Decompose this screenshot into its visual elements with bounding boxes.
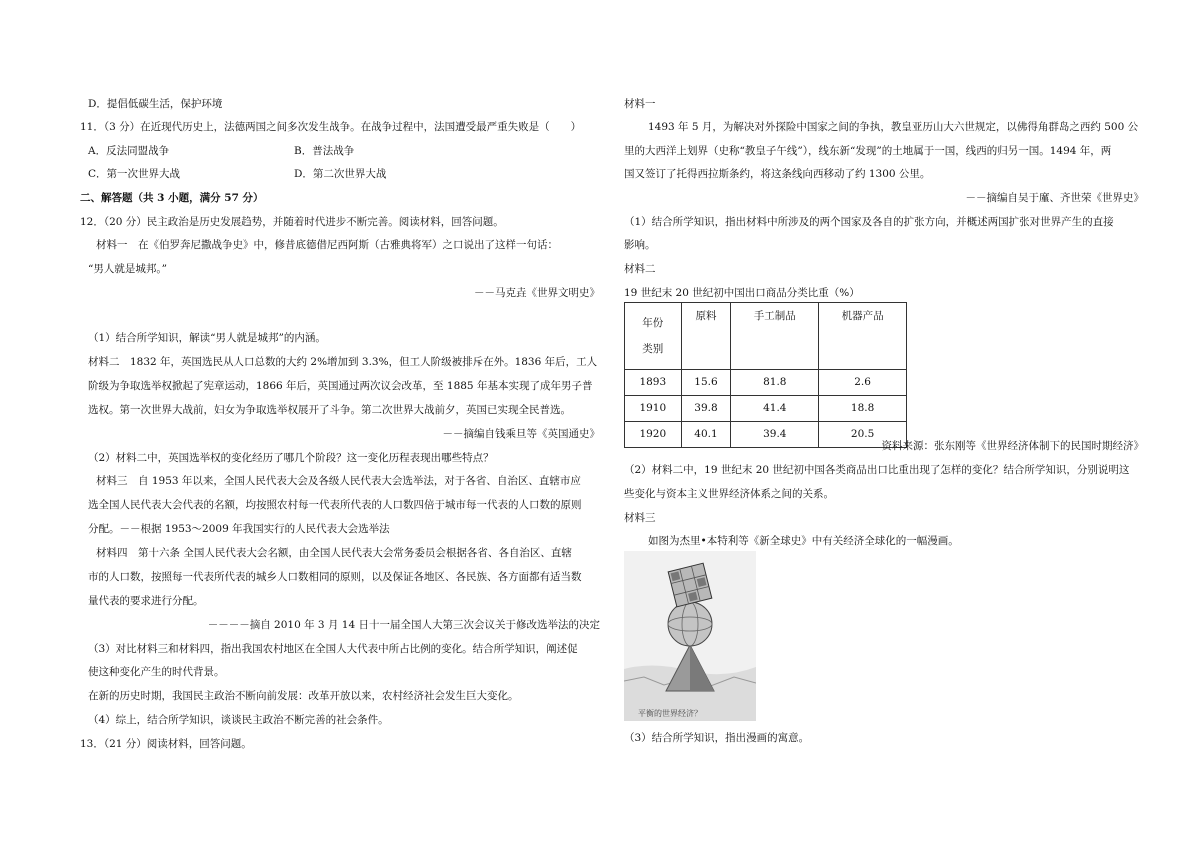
q12-sub-3-line-1: （3）对比材料三和材料四，指出我国农村地区在全国人大代表中所占比例的变化。结合所学知识，阐述促 xyxy=(88,643,578,655)
q12-material-4-line-3: 量代表的要求进行分配。 xyxy=(88,595,204,607)
q12-material-1-source: －－马克垚《世界文明史》 xyxy=(474,287,600,299)
option-a-q11: A．反法同盟战争 xyxy=(88,145,170,157)
row-year: 1893 xyxy=(625,370,682,396)
cartoon-caption: 平衡的世界经济？ xyxy=(638,709,702,718)
table-row xyxy=(625,370,907,396)
q12-material-1: 材料一 在《伯罗奔尼撒战争史》中，修昔底德借尼西阿斯（古雅典将军）之口说出了这样一句话： xyxy=(96,239,558,251)
column-header-raw: 原料 xyxy=(681,303,731,370)
q12-sub-3-line-2: 使这种变化产生的时代背景。 xyxy=(88,666,225,678)
cell-value: 40.1 xyxy=(681,422,731,448)
cell-value: 39.4 xyxy=(731,422,819,448)
q12-material-3-line-3: 分配。－－根据 1953～2009 年我国实行的人民代表大会选举法 xyxy=(88,523,390,535)
q13-material-2-label: 材料二 xyxy=(624,263,656,275)
q12-sub-4: （4）综上，结合所学知识，谈谈民主政治不断完善的社会条件。 xyxy=(88,714,389,726)
cell-value: 20.5 xyxy=(819,422,907,448)
q13-material-1-line-3: 国又签订了托得西拉斯条约，将这条线向西移动了约 1300 公里。 xyxy=(624,168,931,180)
q13-material-1-source: －－摘编自吴于廑、齐世荣《世界史》 xyxy=(965,192,1144,204)
table-row xyxy=(625,396,907,422)
q12-transition: 在新的历史时期，我国民主政治不断向前发展：改革开放以来，农村经济社会发生巨大变化。 xyxy=(88,690,519,702)
q12-material-4-line-1: 材料四 第十六条 全国人民代表大会名额，由全国人民代表大会常务委员会根据各省、各自治区、直辖 xyxy=(96,547,572,559)
export-share-table xyxy=(624,302,907,448)
q12-material-3-line-1: 材料三 自 1953 年以来，全国人民代表大会及各级人民代表大会选举法，对于各省、自治区、直辖市应 xyxy=(96,475,581,487)
option-d-q11: D．第二次世界大战 xyxy=(294,168,387,180)
cell-value: 81.8 xyxy=(731,370,819,396)
q12-material-4-source: －－－－摘自 2010 年 3 月 14 日十一届全国人大第三次会议关于修改选举法的决定 xyxy=(207,619,600,631)
q12-material-2-line-3: 选权。第一次世界大战前，妇女为争取选举权展开了斗争。第二次世界大战前夕，英国已实现全民普选。 xyxy=(88,404,571,416)
cartoon-drawing xyxy=(624,551,756,721)
cell-value: 2.6 xyxy=(819,370,907,396)
section-heading: 二、解答题（共 3 小题，满分 57 分） xyxy=(80,192,264,204)
row-year: 1910 xyxy=(625,396,682,422)
question-13: 13．（21 分）阅读材料，回答问题。 xyxy=(80,738,252,750)
q12-material-4-line-2: 市的人口数，按照每一代表所代表的城乡人口数相同的原则，以及保证各地区、各民族、各方面都有适当数 xyxy=(88,571,582,583)
option-d-q10: D．提倡低碳生活，保护环境 xyxy=(88,98,223,110)
table-source: 资料来源：张东刚等《世界经济体制下的民国时期经济》 xyxy=(881,440,1144,452)
option-b-q11: B．普法战争 xyxy=(294,145,355,157)
q12-material-2-source: －－摘编自钱乘旦等《英国通史》 xyxy=(442,428,600,440)
row-year: 1920 xyxy=(625,422,682,448)
cell-value: 41.4 xyxy=(731,396,819,422)
header-category: 类别 xyxy=(642,343,664,355)
q13-material-1-label: 材料一 xyxy=(624,98,656,110)
question-11: 11．（3 分）在近现代历史上，法德两国之间多次发生战争。在战争过程中，法国遭受最严重失败是（ ） xyxy=(80,121,582,133)
table-corner-cell xyxy=(625,303,682,370)
table-header-row xyxy=(625,303,907,370)
q13-sub-2-line-2: 些变化与资本主义世界经济体系之间的关系。 xyxy=(624,488,834,500)
q12-material-1-quote: “男人就是城邦。” xyxy=(88,263,167,275)
option-c-q11: C．第一次世界大战 xyxy=(88,168,181,180)
cell-value: 15.6 xyxy=(681,370,731,396)
header-year: 年份 xyxy=(642,316,664,329)
cell-value: 39.8 xyxy=(681,396,731,422)
table-row xyxy=(625,422,907,448)
column-header-handicraft: 手工制品 xyxy=(731,303,819,370)
q12-sub-1: （1）结合所学知识，解读“男人就是城邦”的内涵。 xyxy=(88,332,326,344)
q13-material-3-line-1: 如图为杰里•本特利等《新全球史》中有关经济全球化的一幅漫画。 xyxy=(648,535,959,547)
q12-material-3-line-2: 选全国人民代表大会代表的名额，均按照农村每一代表所代表的人口数四倍于城市每一代表的人口数的原则 xyxy=(88,499,582,511)
q13-material-1-line-1: 1493 年 5 月，为解决对外探险中国家之间的争执，教皇亚历山大六世规定，以佛得角群岛之西约 500 公 xyxy=(648,121,1139,133)
q13-sub-2-line-1: （2）材料二中，19 世纪末 20 世纪初中国各类商品出口比重出现了怎样的变化？结合所学知识，分别说明这 xyxy=(624,464,1130,476)
table-title: 19 世纪末 20 世纪初中国出口商品分类比重（%） xyxy=(624,287,860,299)
globalization-cartoon xyxy=(624,551,756,721)
q13-sub-1-line-1: （1）结合所学知识，指出材料中所涉及的两个国家及各自的扩张方向，并概述两国扩张对世界产生的直接 xyxy=(624,216,1114,228)
q13-sub-1-line-2: 影响。 xyxy=(624,239,656,251)
cell-value: 18.8 xyxy=(819,396,907,422)
q13-sub-3: （3）结合所学知识，指出漫画的寓意。 xyxy=(624,732,810,744)
q12-material-2-line-2: 阶级为争取选举权掀起了宪章运动，1866 年后，英国通过两次议会改革，至 1885 年基本实现了成年男子普 xyxy=(88,380,593,392)
question-12: 12．（20 分）民主政治是历史发展趋势，并随着时代进步不断完善。阅读材料，回答问题。 xyxy=(80,216,504,228)
q13-material-1-line-2: 里的大西洋上划界（史称“教皇子午线”），线东新“发现”的土地属于一国，线西的归另一国。1494 年，两 xyxy=(624,145,1112,157)
column-header-machine: 机器产品 xyxy=(819,303,907,370)
q13-material-3-label: 材料三 xyxy=(624,512,656,524)
q12-material-2-line-1: 材料二 1832 年，英国选民从人口总数的大约 2%增加到 3.3%，但工人阶级被排斥在外。1836 年后，工人 xyxy=(88,356,598,368)
q12-sub-2: （2）材料二中，英国选举权的变化经历了哪几个阶段？这一变化历程表现出哪些特点？ xyxy=(88,452,494,464)
